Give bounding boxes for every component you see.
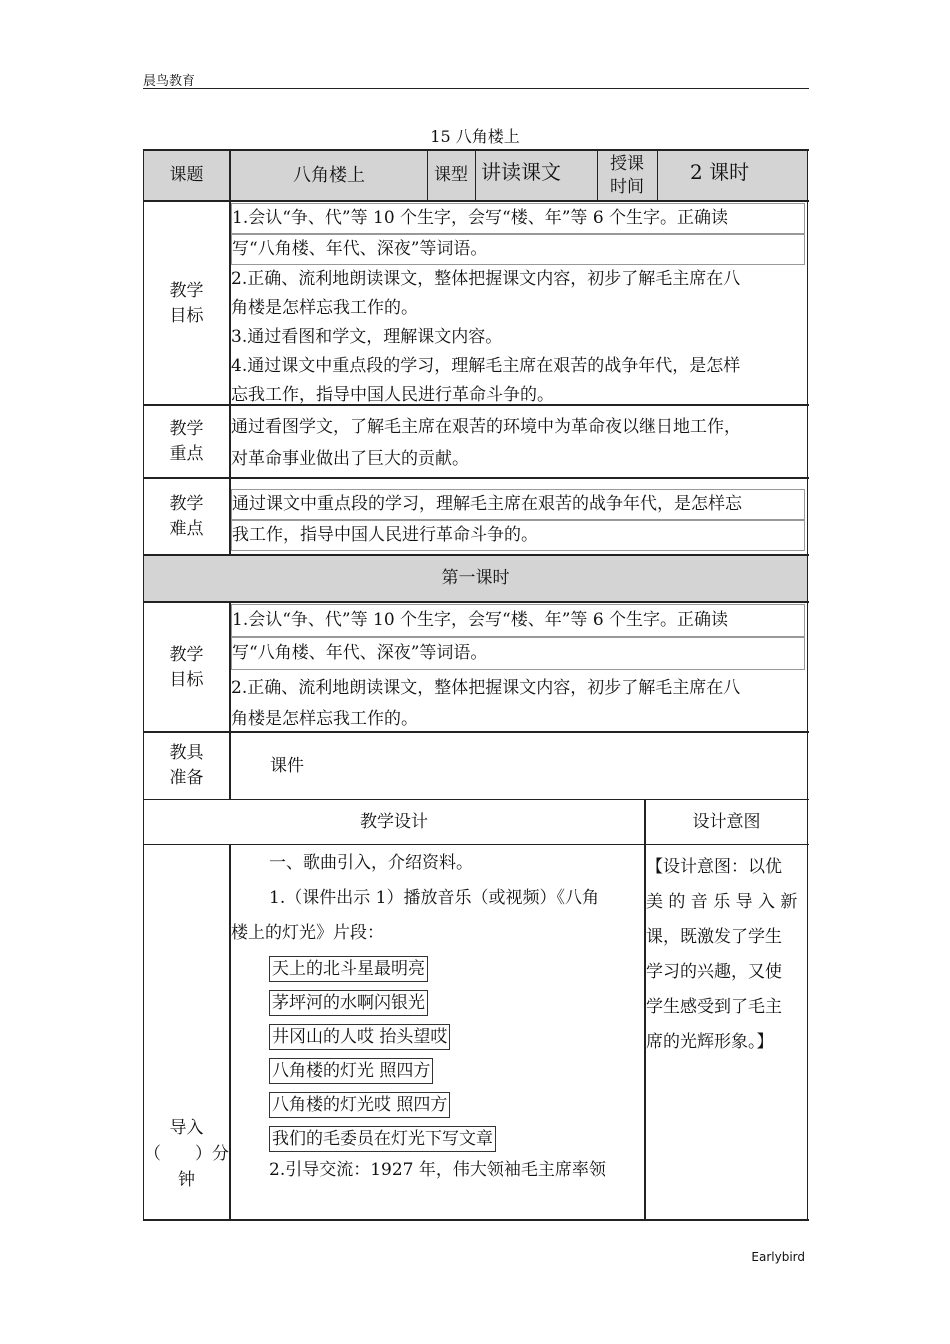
focus-text <box>231 411 807 475</box>
goals-text <box>231 203 807 410</box>
step1-line: 楼上的灯光》片段： <box>231 923 384 943</box>
tools-label <box>143 733 230 799</box>
song-line: 八角楼的灯光哎 照四方 <box>269 1092 450 1118</box>
design-header: 教学设计 <box>360 811 428 832</box>
hours-label-line: 时间 <box>610 177 644 197</box>
song-line: 八角楼的灯光 照四方 <box>269 1058 433 1084</box>
difficulty-text <box>231 489 807 551</box>
rule <box>143 1219 809 1221</box>
tools-value: 课件 <box>270 756 304 776</box>
goals-line: 写“八角楼、年代、深夜”等词语。 <box>231 234 805 265</box>
goals-label <box>143 202 230 405</box>
hours-label-line: 授课 <box>610 154 644 174</box>
lesson1-goals-line: 2.正确、流利地朗读课文，整体把握课文内容，初步了解毛主席在八 <box>231 678 741 698</box>
section-label-line: 钟 <box>178 1170 195 1190</box>
topic-value: 八角楼上 <box>293 165 365 186</box>
type-label: 课型 <box>434 165 468 185</box>
goals-line: 4.通过课文中重点段的学习，理解毛主席在艰苦的战争年代，是怎样 <box>231 356 741 376</box>
step-heading: 一、歌曲引入，介绍资料。 <box>269 853 473 873</box>
lesson1-goals-label-line: 教学 <box>169 644 204 665</box>
difficulty-label-line: 教学 <box>169 494 204 514</box>
focus-line: 对革命事业做出了巨大的贡献。 <box>231 449 469 469</box>
rule <box>657 149 658 201</box>
difficulty-line: 我工作，指导中国人民进行革命斗争的。 <box>231 520 805 551</box>
lesson1-goals-text <box>231 604 807 735</box>
section-label-line: 导入 <box>169 1118 204 1138</box>
step2-line: 2.引导交流：1927 年，伟大领袖毛主席率领 <box>269 1160 606 1180</box>
section-label <box>143 1115 230 1193</box>
tools-label-line: 教具 <box>169 743 204 763</box>
header-org: 晨鸟教育 <box>143 74 196 89</box>
intent-line: 课，既激发了学生 <box>646 927 782 947</box>
focus-label-line: 重点 <box>169 444 204 464</box>
goals-line: 3.通过看图和学文，理解课文内容。 <box>231 327 503 347</box>
lesson1-goals-label <box>143 603 230 732</box>
difficulty-label <box>143 479 230 555</box>
intent-line: 美 的 音 乐 导 入 新 <box>646 892 798 912</box>
rule <box>143 477 809 479</box>
tools-label-line: 准备 <box>169 768 204 788</box>
lesson1-goals-line: 角楼是怎样忘我工作的。 <box>231 709 418 729</box>
song-lyrics <box>231 951 644 1155</box>
rule <box>807 149 808 1220</box>
intent-line: 【设计意图：以优 <box>646 857 782 877</box>
goals-label-line: 教学 <box>169 280 204 301</box>
lesson1-goals-line: 1.会认“争、代”等 10 个生字，会写“楼、年”等 6 个生字。正确读 <box>231 604 805 637</box>
song-line: 天上的北斗星最明亮 <box>269 956 428 982</box>
intent-header: 设计意图 <box>692 811 761 832</box>
focus-line: 通过看图学文，了解毛主席在艰苦的环境中为革命夜以继日地工作， <box>231 417 741 437</box>
lesson1-title: 第一课时 <box>441 568 510 588</box>
intent-line: 席的光辉形象。】 <box>646 1032 774 1052</box>
song-line: 井冈山的人哎 抬头望哎 <box>269 1024 450 1050</box>
goals-line: 2.正确、流利地朗读课文，整体把握课文内容，初步了解毛主席在八 <box>231 269 741 289</box>
section-label-line: （ ）分 <box>144 1144 229 1164</box>
hours-label <box>597 151 657 201</box>
difficulty-line: 通过课文中重点段的学习，理解毛主席在艰苦的战争年代，是怎样忘 <box>231 489 805 520</box>
step1-line: 1.（课件出示 1）播放音乐（或视频）《八角 <box>269 888 599 908</box>
topic-label: 课题 <box>169 165 204 185</box>
difficulty-label-line: 难点 <box>169 519 204 539</box>
design-content <box>231 846 644 1186</box>
focus-label <box>143 406 230 478</box>
rule <box>143 601 809 603</box>
goals-line: 角楼是怎样忘我工作的。 <box>231 298 418 318</box>
goals-label-line: 目标 <box>169 305 204 326</box>
hours-value: 2 课时 <box>690 160 750 184</box>
lesson1-goals-label-line: 目标 <box>169 669 204 690</box>
rule <box>143 844 809 845</box>
intent-line: 学习的兴趣，又使 <box>646 962 782 982</box>
goals-line: 忘我工作，指导中国人民进行革命斗争的。 <box>231 385 554 405</box>
goals-line: 1.会认“争、代”等 10 个生字，会写“楼、年”等 6 个生字。正确读 <box>231 203 805 234</box>
lesson1-goals-line: 写“八角楼、年代、深夜”等词语。 <box>231 637 805 670</box>
intent-line: 学生感受到了毛主 <box>646 997 782 1017</box>
focus-label-line: 教学 <box>169 419 204 439</box>
song-line: 茅坪河的水啊闪银光 <box>269 990 428 1016</box>
document-title: 15 八角楼上 <box>430 127 520 146</box>
footer-brand: Earlybird <box>751 1250 805 1264</box>
song-line: 我们的毛委员在灯光下写文章 <box>269 1126 496 1152</box>
rule <box>475 149 476 201</box>
type-value: 讲读课文 <box>481 160 561 184</box>
intent-content <box>646 850 807 1060</box>
